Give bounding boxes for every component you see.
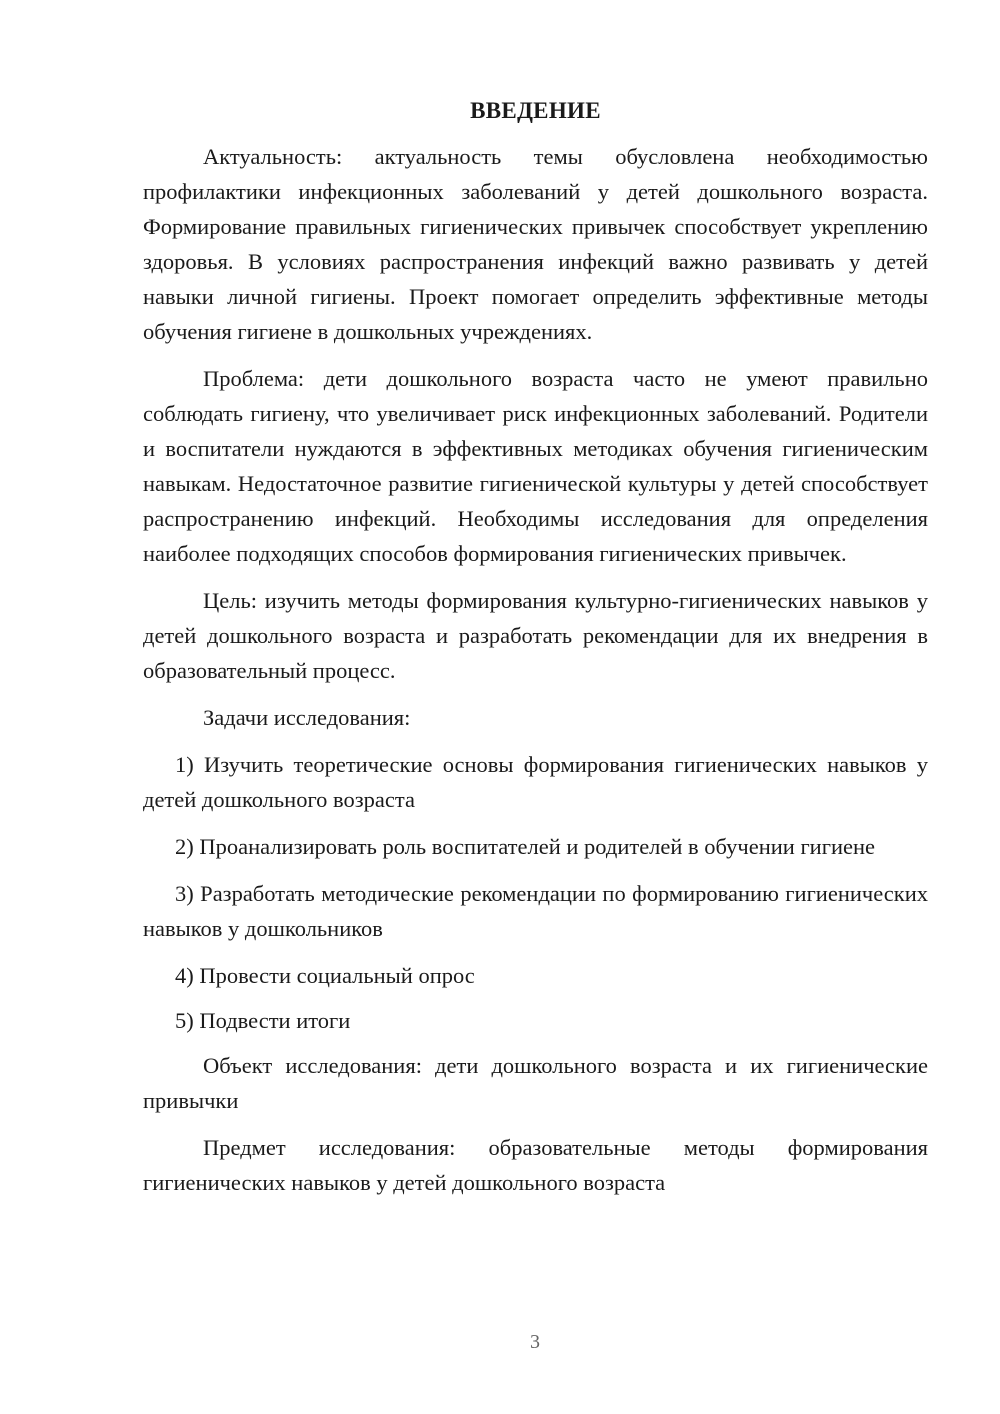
relevance-paragraph: Актуальность: актуальность темы обусловлена необходимостью профилактики инфекционных заболеваний у детей дошкольного возраста. Формирование правильных гигиенических привычек способствует укреплению здоровья. В условиях распространения инфекций важно развивать у детей навыки личной гигиены. Проект помогает определить эффективные методы обучения гигиене в дошкольных учреждениях.	[143, 144, 928, 344]
task-item-3: 3) Разработать методические рекомендации по формированию гигиенических навыков у дошкольников	[143, 881, 928, 941]
task-item-4: 4) Провести социальный опрос	[175, 963, 475, 988]
goal-paragraph: Цель: изучить методы формирования культурно-гигиенических навыков у детей дошкольного возраста и разработать рекомендации для их внедрения в образовательный процесс.	[143, 588, 928, 683]
tasks-heading: Задачи исследования:	[203, 705, 411, 730]
page-number: 3	[530, 1331, 540, 1353]
task-item-2: 2) Проанализировать роль воспитателей и родителей в обучении гигиене	[175, 834, 876, 859]
task-item-5: 5) Подвести итоги	[175, 1008, 351, 1033]
problem-paragraph: Проблема: дети дошкольного возраста часто не умеют правильно соблюдать гигиену, что увеличивает риск инфекционных заболеваний. Родители и воспитатели нуждаются в эффективных методиках обучения гигиеническим навыкам. Недостаточное развитие гигиенической культуры у детей способствует распространению инфекций. Необходимы исследования для определения наиболее подходящих способов формирования гигиенических привычек.	[143, 366, 928, 566]
document-page	[143, 95, 928, 1212]
section-title: ВВЕДЕНИЕ	[470, 98, 601, 123]
task-item-1: 1) Изучить теоретические основы формирования гигиенических навыков у детей дошкольного возраста	[143, 752, 928, 812]
research-subject-paragraph: Предмет исследования: образовательные методы формирования гигиенических навыков у детей дошкольного возраста	[143, 1135, 928, 1195]
research-object-paragraph: Объект исследования: дети дошкольного возраста и их гигиенические привычки	[143, 1053, 928, 1113]
